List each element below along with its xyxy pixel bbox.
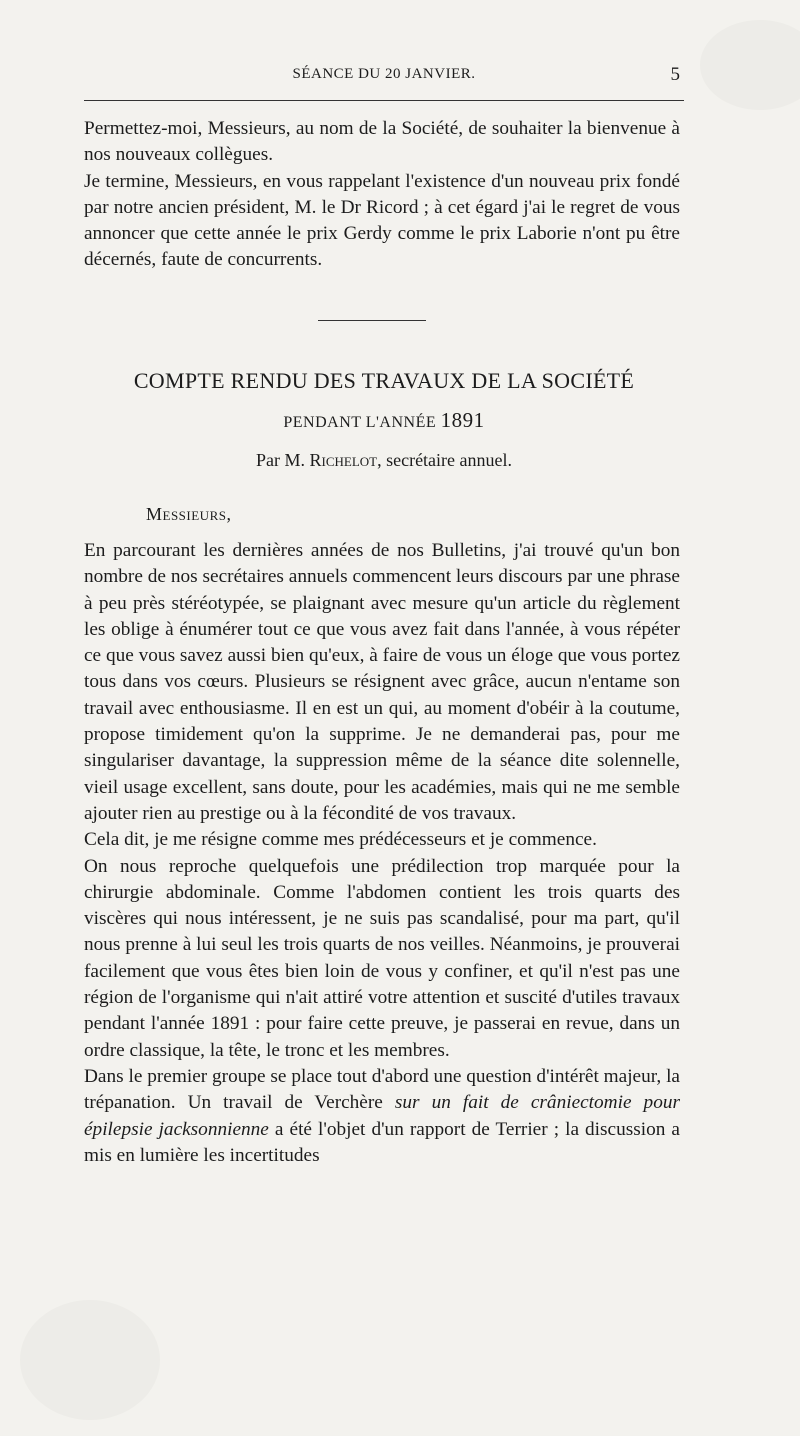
- subtitle-text: PENDANT L'ANNÉE: [283, 414, 437, 431]
- paper-stain: [700, 20, 800, 110]
- article-title-italic: sur un fait de crâniectomie pour épilepsie jacksonnienne: [84, 1092, 680, 1140]
- header-rule: [84, 100, 684, 101]
- intro-text: [84, 116, 680, 274]
- body-paragraph: [84, 1064, 680, 1169]
- running-title: SÉANCE DU 20 JANVIER.: [292, 66, 476, 82]
- author-role: , secrétaire annuel.: [377, 450, 513, 470]
- paragraph-end: a été l'objet d'un rapport de Terrier ; la discussion a mis en lumière les incertitudes: [84, 1118, 680, 1166]
- salutation: Messieurs,: [146, 504, 232, 524]
- intro-paragraph: Je termine, Messieurs, en vous rappelant l'existence d'un nouveau prix fondé par notre ancien président, M. le Dr Ricord ; à cet égard j'ai le regret de vous annoncer que cette année le prix Gerdy comme le prix Laborie n'ont pu être décernés, faute de concurrents.: [84, 170, 680, 271]
- byline-prefix: Par M.: [255, 450, 305, 470]
- body-paragraph: On nous reproche quelquefois une prédilection trop marquée pour la chirurgie abdominale. Comme l'abdomen contient les trois quarts des viscères qui nous intéressent, je ne suis pas scandalisé, pour ma part, qu'il nous prenne à lui seul les trois quarts de nos veilles. Néanmoins, je prouverai facilement que vous êtes bien loin de vous y confiner, et qu'il n'est pas une région de l'organisme qui n'ait attiré votre attention et suscité d'utiles travaux pendant l'année 1891 : pour faire cette preuve, je passerai en revue, dans un ordre classique, la tête, le tronc et les membres.: [84, 855, 680, 1061]
- section-title: COMPTE RENDU DES TRAVAUX DE LA SOCIÉTÉ: [133, 368, 635, 393]
- running-head: [84, 66, 684, 90]
- page-number: 5: [670, 64, 680, 85]
- body-paragraph: Cela dit, je me résigne comme mes prédécesseurs et je commence.: [84, 829, 597, 851]
- paper-stain: [20, 1300, 160, 1420]
- byline: [84, 450, 684, 471]
- paragraph-start: Dans le premier groupe se place tout d'abord une question d'intérêt majeur, la trépanation. Un travail de Verchère: [84, 1065, 680, 1114]
- section-divider: [318, 320, 426, 321]
- author-name: Richelot: [309, 450, 378, 470]
- body-paragraph: En parcourant les dernières années de nos Bulletins, j'ai trouvé qu'un bon nombre de nos secrétaires annuels commencent leurs discours par une phrase à peu près stéréotypée, se plaignant avec mesure qu'un article du règlement les oblige à énumérer tout ce que vous avez fait dans l'année, à vous répéter ce que vous savez aussi bien qu'eux, à faire de vous un éloge que vous portez tous dans vos cœurs. Plusieurs se résignent avec grâce, aucun n'entame son travail avec enthousiasme. Il en est un qui, au moment d'obéir à la coutume, propose timidement qu'on la supprime. Je ne demanderai pas, pour me singulariser davantage, la suppression même de la séance dite solennelle, vieil usage excellent, sans doute, pour les académies, mais qui ne me semble ajouter rien au prestige ou à la fécondité de vos travaux.: [84, 540, 680, 824]
- subtitle-year: 1891: [440, 408, 485, 432]
- intro-paragraph: Permettez-moi, Messieurs, au nom de la Société, de souhaiter la bienvenue à nos nouveaux collègues.: [84, 118, 680, 166]
- section-subtitle: [84, 408, 684, 433]
- body-text: [84, 538, 680, 1169]
